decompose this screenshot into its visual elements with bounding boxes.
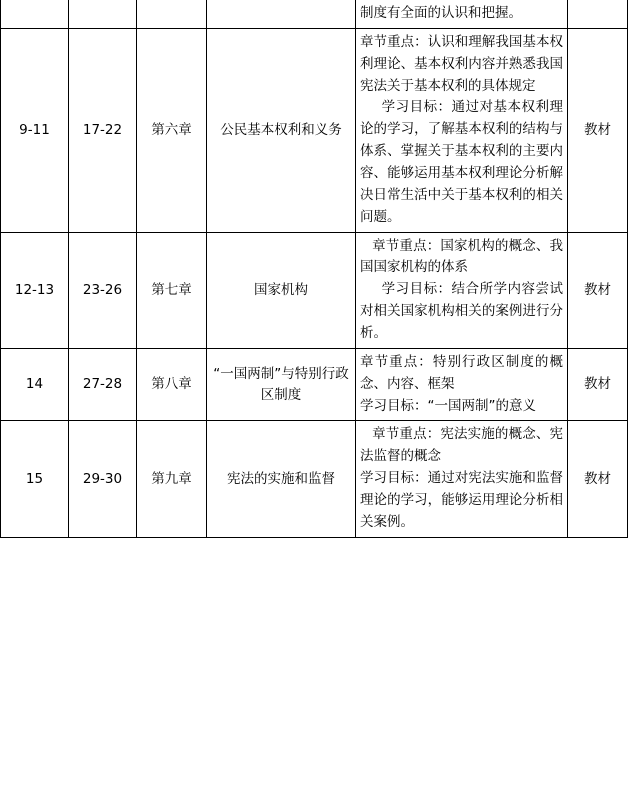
cell-title: 公民基本权利和义务 <box>207 28 356 232</box>
table-row <box>1 0 628 28</box>
cell-note: 教材 <box>568 348 628 421</box>
content-paragraph: 章节重点：国家机构的概念、我国国家机构的体系 <box>360 237 563 276</box>
cell-note: 教材 <box>568 421 628 537</box>
content-paragraph: 章节重点：特别行政区制度的概念、内容、框架 <box>360 353 563 392</box>
content-paragraph: 学习目标：结合所学内容尝试对相关国家机构相关的案例进行分析。 <box>360 281 563 342</box>
table-row <box>1 421 628 537</box>
content-paragraph: 章节重点：认识和理解我国基本权利理论、基本权利内容并熟悉我国宪法关于基本权利的具体规定 <box>360 33 563 94</box>
cell-content <box>356 348 568 421</box>
content-paragraph: 学习目标：“一国两制”的意义 <box>360 397 536 414</box>
cell-weeks <box>1 0 69 28</box>
content-paragraph: 制度有全面的认识和把握。 <box>360 5 522 21</box>
cell-pages: 27-28 <box>69 348 137 421</box>
cell-chapter: 第七章 <box>137 232 207 348</box>
cell-content <box>356 28 568 232</box>
cell-title: 国家机构 <box>207 232 356 348</box>
cell-note: 教材 <box>568 232 628 348</box>
cell-pages: 23-26 <box>69 232 137 348</box>
table-row <box>1 232 628 348</box>
cell-weeks: 9-11 <box>1 28 69 232</box>
cell-chapter: 第九章 <box>137 421 207 537</box>
cell-content <box>356 421 568 537</box>
cell-weeks: 12-13 <box>1 232 69 348</box>
cell-chapter <box>137 0 207 28</box>
content-paragraph: 章节重点：宪法实施的概念、宪法监督的概念 <box>360 426 563 465</box>
cell-pages <box>69 0 137 28</box>
table-row <box>1 28 628 232</box>
cell-chapter: 第六章 <box>137 28 207 232</box>
cell-note <box>568 0 628 28</box>
cell-pages: 29-30 <box>69 421 137 537</box>
cell-note: 教材 <box>568 28 628 232</box>
cell-content <box>356 232 568 348</box>
content-paragraph: 学习目标：通过对基本权利理论的学习，了解基本权利的结构与体系、掌握关于基本权利的主要内容、能够运用基本权利理论分析解决日常生活中关于基本权利的相关问题。 <box>360 99 563 225</box>
cell-chapter: 第八章 <box>137 348 207 421</box>
content-paragraph: 学习目标：通过对宪法实施和监督理论的学习，能够运用理论分析相关案例。 <box>360 470 563 530</box>
cell-title: 宪法的实施和监督 <box>207 421 356 537</box>
table-row <box>1 348 628 421</box>
cell-weeks: 15 <box>1 421 69 537</box>
cell-title <box>207 0 356 28</box>
cell-weeks: 14 <box>1 348 69 421</box>
cell-title: “一国两制”与特别行政区制度 <box>207 348 356 421</box>
cell-content <box>356 0 568 28</box>
cell-pages: 17-22 <box>69 28 137 232</box>
